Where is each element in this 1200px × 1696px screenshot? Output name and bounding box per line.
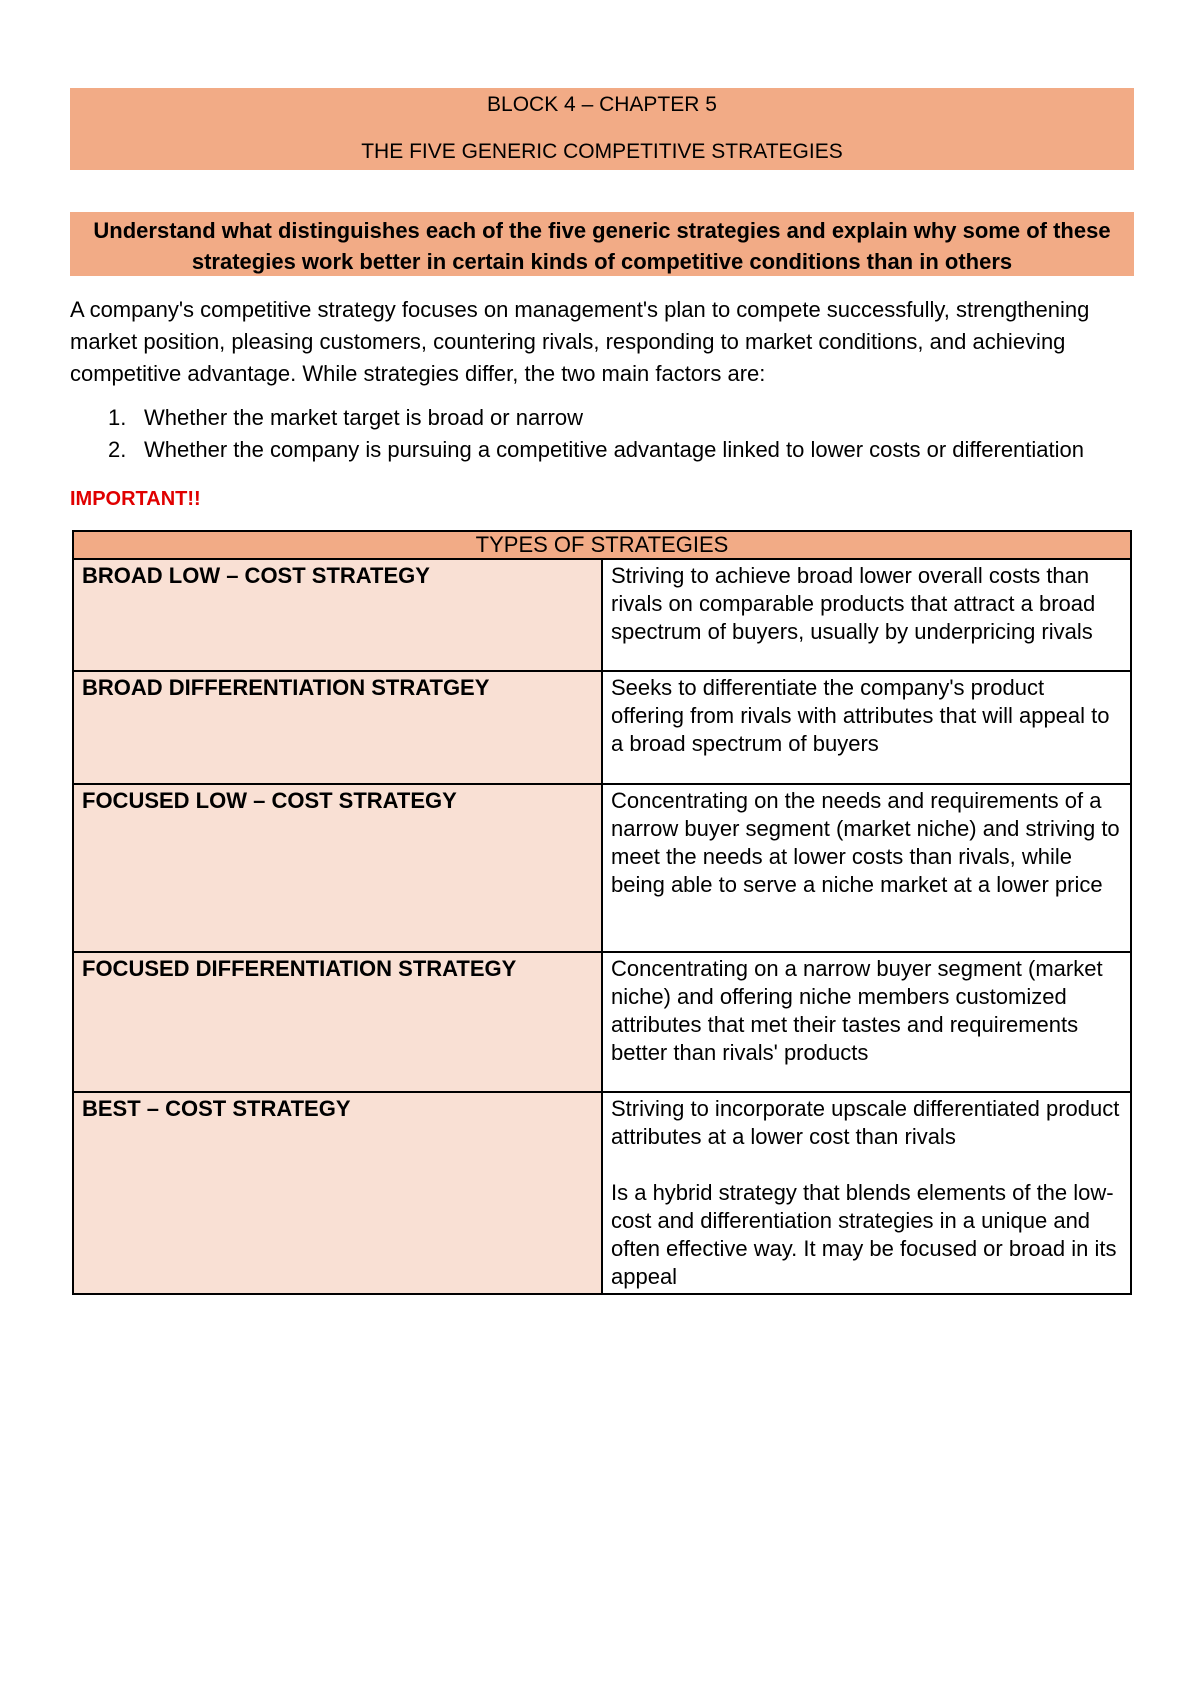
factors-list	[70, 402, 1134, 466]
strategy-name: BROAD LOW – COST STRATEGY	[73, 559, 602, 671]
list-item-text: Whether the market target is broad or narrow	[144, 405, 583, 430]
strategy-description: Concentrating on the needs and requirements of a narrow buyer segment (market niche) and striving to meet the needs at lower costs than rivals, while being able to serve a niche market at a lower price	[602, 784, 1131, 952]
chapter-label: BLOCK 4 – CHAPTER 5	[487, 93, 717, 116]
chapter-title: THE FIVE GENERIC COMPETITIVE STRATEGIES	[361, 140, 843, 163]
table-row	[73, 559, 1131, 671]
table-row	[73, 671, 1131, 784]
table-title: TYPES OF STRATEGIES	[73, 531, 1131, 559]
list-item-text: Whether the company is pursuing a competitive advantage linked to lower costs or differentiation	[144, 437, 1084, 462]
strategy-description: Seeks to differentiate the company's product offering from rivals with attributes that will appeal to a broad spectrum of buyers	[602, 671, 1131, 784]
table-row	[73, 784, 1131, 952]
strategy-description: Concentrating on a narrow buyer segment (market niche) and offering niche members customized attributes that met their tastes and requirements better than rivals' products	[602, 952, 1131, 1092]
important-note: IMPORTANT!!	[70, 488, 201, 510]
strategy-name: FOCUSED DIFFERENTIATION STRATEGY	[73, 952, 602, 1092]
strategies-table	[72, 530, 1132, 1295]
strategy-name: FOCUSED LOW – COST STRATEGY	[73, 784, 602, 952]
intro-paragraph: A company's competitive strategy focuses on management's plan to compete successfully, strengthening market position, pleasing customers, countering rivals, responding to market conditions, and achieving competitive advantage. While strategies differ, the two main factors are:	[70, 297, 1090, 386]
document-page	[70, 88, 1134, 1295]
learning-objective: Understand what distinguishes each of the five generic strategies and explain why some of these strategies work better in certain kinds of competitive conditions than in others	[70, 212, 1134, 276]
strategy-description	[602, 1092, 1131, 1294]
table-row	[73, 1092, 1131, 1294]
list-number: 2.	[108, 437, 127, 462]
list-item	[70, 402, 1104, 434]
strategy-name: BEST – COST STRATEGY	[73, 1092, 602, 1294]
strategy-description-part: Striving to incorporate upscale differentiated product attributes at a lower cost than rivals	[611, 1096, 1120, 1149]
strategy-description-part: Is a hybrid strategy that blends elements of the low-cost and differentiation strategies in a unique and often effective way. It may be focused or broad in its appeal	[611, 1180, 1117, 1289]
table-header-row	[73, 531, 1131, 559]
strategy-name: BROAD DIFFERENTIATION STRATGEY	[73, 671, 602, 784]
list-number: 1.	[108, 405, 127, 430]
list-item	[70, 434, 1104, 466]
chapter-header	[70, 88, 1134, 170]
strategy-description: Striving to achieve broad lower overall costs than rivals on comparable products that attract a broad spectrum of buyers, usually by underpricing rivals	[602, 559, 1131, 671]
table-row	[73, 952, 1131, 1092]
